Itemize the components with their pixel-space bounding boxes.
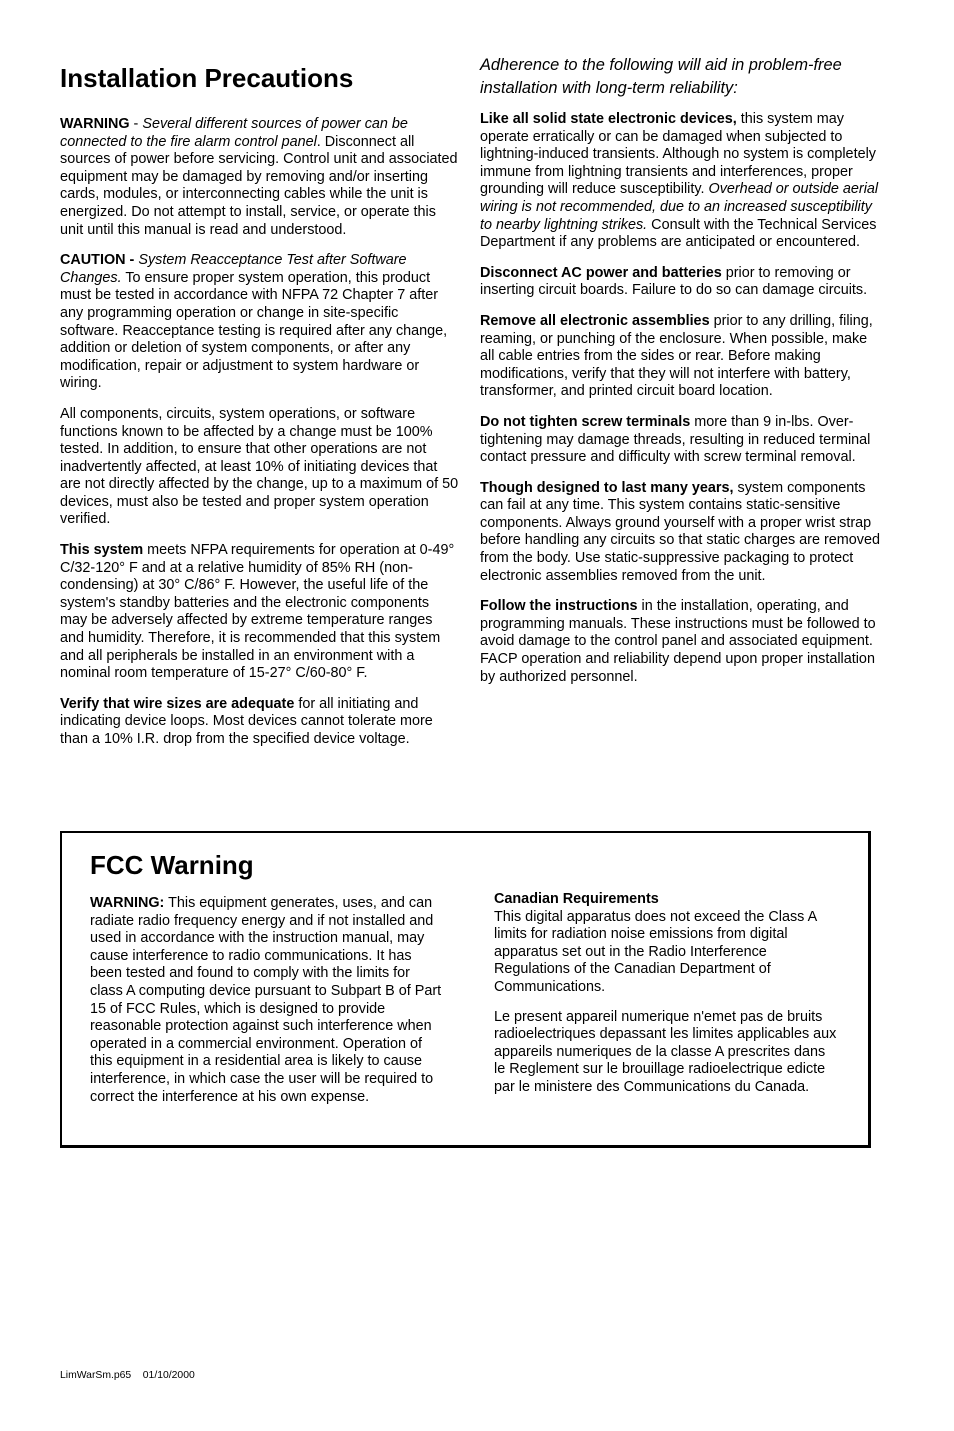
canadian-requirements-french: Le present appareil numerique n'emet pas de bruits radioelectriques depassant les limites applicables aux appareils numeriques de la classe A prescrites dans le Reglement sur le brouillage radioelectrique edicte par le ministere des Communications du Canada. [494, 1008, 837, 1095]
screw-terminals-label: Do not tighten screw terminals [480, 413, 691, 430]
installation-precautions-column [60, 62, 460, 762]
screw-terminals-text: more than 9 in-lbs. Over-tightening may damage threads, resulting in reduced terminal contact pressure and difficulty with screw terminal removal. [480, 413, 871, 466]
lightning-text: this system may operate erratically or can be damaged when subjected to lightning-induced transients. Although no system is completely immune from lightning transients and interferences, proper grounding will reduce susceptibility. [480, 111, 876, 198]
fcc-warning-title: FCC Warning [90, 850, 254, 880]
remove-assemblies-paragraph [480, 313, 882, 401]
remove-assemblies-label: Remove all electronic assemblies [480, 312, 710, 329]
fcc-warning-text-block [90, 895, 442, 1106]
remove-assemblies-text: prior to any drilling, filing, reaming, or punching of the enclosure. When possible, make all cable entries from the sides or rear. Before making modifications, verify that they will not interfere with battery, transformer, and printed circuit board location. [480, 312, 873, 400]
canadian-requirements-heading-text: Canadian Requirements [494, 891, 659, 907]
wire-size-paragraph [60, 696, 460, 749]
instructions-paragraph [480, 598, 882, 686]
warning-italic: Several different sources of power can be connected to the fire alarm control panel [60, 116, 408, 150]
environment-text: meets NFPA requirements for operation at 0-49° C/32-120° F and at a relative humidity of 85% RH (non-condensing) at 30° C/86° F. However, the useful life of the system's standby batteries and the electronic components may be adversely affected by extreme temperature ranges and humidity. Therefore, it is recommended that this system and all peripherals be installed in an environment with a nominal room temperature of 15-27° C/60-80° F. [60, 542, 455, 682]
static-label: Though designed to last many years, [480, 479, 734, 496]
lightning-paragraph [480, 111, 882, 252]
wire-size-text: for all initiating and indicating device loops. Most devices cannot tolerate more than a 10% I.R. drop from the specified device voltage. [60, 695, 433, 747]
caution-label: CAUTION - [60, 252, 139, 269]
disconnect-text: prior to removing or inserting circuit boards. Failure to do so can damage circuits. [480, 264, 868, 299]
fcc-warning-box [60, 831, 871, 1148]
canadian-requirements-block [494, 891, 839, 1110]
disconnect-paragraph [480, 265, 882, 300]
warning-paragraph [60, 116, 460, 239]
instructions-text: in the installation, operating, and programming manuals. These instructions must be followed to avoid damage to the control panel and associated equipment. FACP operation and reliability depend upon proper installation by authorized personnel. [480, 598, 876, 685]
caution-text: To ensure proper system operation, this product must be tested in accordance with NFPA 72 Chapter 7 after any programming operation or change in site-specific software. Reacceptance testing is required after any change, addition or deletion of system components, or after any modification, repair or adjustment to system hardware or wiring. [60, 269, 448, 392]
caution-italic: System Reacceptance Test after Software Changes. [60, 252, 407, 286]
environment-label: This system [60, 542, 144, 559]
static-paragraph [480, 480, 882, 586]
warning-text: . Disconnect all sources of power before servicing. Control unit and associated equipment may be damaged by removing and/or inserting cards, modules, or interconnecting cables while the unit is energized. Do not attempt to install, service, or operate this unit until this manual is read and understood. [60, 133, 458, 238]
lightning-label: Like all solid state electronic devices, [480, 111, 737, 127]
reliability-intro: Adherence to the following will aid in problem-free installation with long-term reliability: [480, 56, 842, 97]
lightning-italic: Overhead or outside aerial wiring is not recommended, due to an increased susceptibility to nearby lightning strikes. [480, 181, 879, 233]
canadian-requirements-english: This digital apparatus does not exceed the Class A limits for radiation noise emissions from digital apparatus set out in the Radio Interference Regulations of the Canadian Department of Communications. [494, 908, 817, 995]
lightning-end: Consult with the Technical Services Department if any problems are anticipated or encountered. [480, 216, 877, 251]
instructions-label: Follow the instructions [480, 598, 638, 615]
warning-label: WARNING [60, 116, 130, 132]
environment-paragraph [60, 542, 460, 683]
disconnect-label: Disconnect AC power and batteries [480, 264, 722, 281]
warning-separator: - [129, 116, 143, 132]
fcc-warning-label: WARNING: [90, 895, 165, 911]
fcc-warning-text: This equipment generates, uses, and can radiate radio frequency energy and if not installed and used in accordance with the instruction manual, may cause interference to radio communications. It has been tested and found to comply with the limits for class A computing device pursuant to Subpart B of Part 15 of FCC Rules, which is designed to provide reasonable protection against such interference when operated in a commercial environment. Operation of this equipment in a residential area is likely to cause interference, in which case the user will be required to correct the interference at his own expense. [90, 895, 442, 1105]
static-text: system components can fail at any time. This system contains static-sensitive components. Always ground yourself with a proper wrist strap before handling any circuits so that static charges are removed from the body. Use static-suppressive packaging to protect electronic assemblies removed from the unit. [480, 479, 880, 584]
wire-size-label: Verify that wire sizes are adequate [60, 695, 295, 712]
reliability-column [480, 54, 882, 699]
installation-precautions-title: Installation Precautions [60, 63, 354, 93]
screw-terminals-paragraph [480, 414, 882, 467]
testing-paragraph: All components, circuits, system operations, or software functions known to be affected by a change must be 100% tested. In addition, to ensure that other operations are not inadvertently affected, at least 10% of initiating devices that are not directly affected by the change, up to a maximum of 50 devices, must also be tested and proper system operation verified. [60, 405, 459, 528]
footer-file-info: LimWarSm.p65 01/10/2000 [60, 1370, 195, 1381]
caution-paragraph [60, 252, 460, 393]
canadian-requirements-heading [494, 891, 839, 909]
